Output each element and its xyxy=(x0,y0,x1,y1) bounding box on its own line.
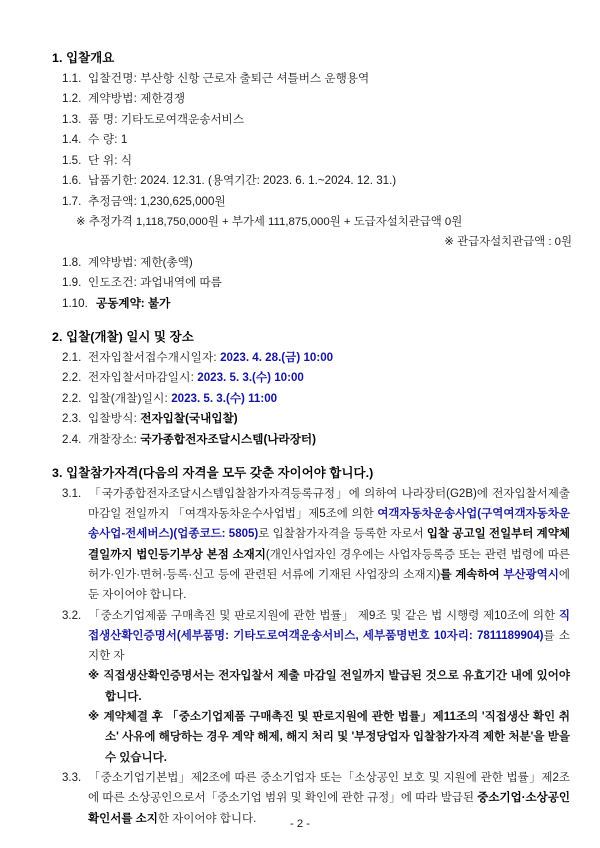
item-2-2a-value: 2023. 5. 3.(수) 10:00 xyxy=(197,371,304,385)
item-1-9-number: 1.9. xyxy=(62,276,82,290)
clause-3-2-number: 3.2. xyxy=(62,609,82,622)
item-1-1 xyxy=(0,69,600,90)
clause-3-2 xyxy=(0,606,600,667)
clause-3-2-text-1: 「중소기업제품 구매촉진 및 판로지원에 관한 법률」 제9조 및 같은 법 시행령 제10조에 의한 xyxy=(88,609,559,622)
section-3-heading: 3. 입찰참가자격(다음의 자격을 모두 갖춘 자이어야 합니다.) xyxy=(52,466,374,481)
item-1-3-value: 기타도로여객운송서비스 xyxy=(120,112,245,126)
clause-3-1-region: 부산광역시 xyxy=(503,569,559,581)
item-1-2-label: 계약방법: xyxy=(88,92,138,105)
item-2-2b xyxy=(0,389,600,410)
page-number: - 2 - xyxy=(290,818,310,830)
item-1-5-value: 식 xyxy=(120,153,133,167)
item-2-3-number: 2.3. xyxy=(62,412,82,426)
clause-3-1-headquarters-emphasis: 입찰 공고일 전일부터 계약체결일까지 법인등기부상 본점 소재지 xyxy=(88,528,570,561)
item-1-9 xyxy=(0,273,600,294)
clause-3-3-text-2: 한 자이어야 합니다. xyxy=(157,812,257,825)
clause-3-3-text-1: 「중소기업기본법」제2조에 따른 중소기업자 또는「소상공인 보호 및 지원에 관한 법률」제2조에 따른 소상공인으로서「중소기업 범위 및 확인에 관한 규정」에 따라 발급된 xyxy=(88,771,570,805)
item-2-2a-label: 전자입찰서마감일시: xyxy=(88,371,195,385)
item-1-5-number: 1.5. xyxy=(62,153,82,167)
item-1-9-label: 인도조건: xyxy=(88,276,138,290)
clause-3-1-text-2: 로 입찰참가자격을 등록한 자로서 xyxy=(258,528,427,541)
item-1-6-number: 1.6. xyxy=(62,174,82,187)
item-1-1-value: 부산항 신항 근로자 출퇴근 셔틀버스 운행용역 xyxy=(140,71,370,85)
item-1-4-label: 수 량: xyxy=(88,133,118,146)
item-1-3 xyxy=(0,110,600,131)
clause-3-3-certificate-emphasis: 중소기업·소상공인 확인서를 소지 xyxy=(88,792,570,825)
item-1-4-number: 1.4. xyxy=(62,133,82,146)
estimated-price-note: ※ 추정가격 1,118,750,000원 + 부가세 111,875,000원 + 도급자설치관급액 0원 xyxy=(76,216,463,228)
section-gap-1 xyxy=(0,314,600,327)
item-1-8-number: 1.8. xyxy=(62,255,82,269)
clause-3-2-product-code: 직접생산확인증명서(세부품명: 기타도로여객운송서비스, 세부품명번호 10자리: 7811189904) xyxy=(88,609,570,642)
item-1-6-value: 2024. 12.31. (용역기간: 2023. 6. 1.~2024. 12. 31.) xyxy=(140,174,397,187)
clause-3-1-number: 3.1. xyxy=(62,487,82,500)
item-1-7-value: 1,230,625,000원 xyxy=(140,194,226,208)
clause-3-2-note-2: ※ 계약체결 후 「중소기업제품 구매촉진 및 판로지원에 관한 법률」제11조의 '직접생산 확인 취소' 사유에 해당하는 경우 계약 해제, 해지 처리 및 '부정당업자 입찰참가자격 제한 처분'을 받을 수 있습니다. xyxy=(88,711,570,764)
section-gap-2 xyxy=(0,450,600,463)
item-1-8 xyxy=(0,253,600,274)
section-3 xyxy=(0,463,600,829)
section-2 xyxy=(0,327,600,450)
top-spacer xyxy=(0,0,600,48)
clause-3-1-text-4: 에 둔 자이어야 합니다. xyxy=(88,569,570,602)
item-2-3 xyxy=(0,409,600,430)
clause-3-1-continuously-emphasis: 를 계속하여 xyxy=(440,569,504,581)
item-2-1-value: 2023. 4. 28.(금) 10:00 xyxy=(220,350,334,364)
item-2-1-number: 2.1. xyxy=(62,350,82,364)
item-1-4 xyxy=(0,130,600,151)
item-2-1-label: 전자입찰서접수개시일자: xyxy=(88,350,217,364)
section-1-heading: 1. 입찰개요 xyxy=(52,51,115,65)
item-1-7 xyxy=(0,192,600,213)
item-2-4-number: 2.4. xyxy=(62,432,82,446)
item-2-4-value: 국가종합전자조달시스템(나라장터) xyxy=(140,432,316,446)
item-1-3-label: 품 명: xyxy=(88,112,118,126)
clause-3-3-number: 3.3. xyxy=(62,771,82,784)
item-1-2-value: 제한경쟁 xyxy=(140,92,186,105)
item-1-1-number: 1.1. xyxy=(62,71,82,85)
item-1-10-value: 불가 xyxy=(147,296,171,310)
clause-3-1-business-code: 여객자동차운송사업(구역여객자동차운송사업-전세버스)(업종코드: 5805) xyxy=(88,508,570,541)
item-1-8-label: 계약방법: xyxy=(88,255,138,269)
clause-3-1 xyxy=(0,484,600,606)
item-1-4-value: 1 xyxy=(120,133,128,146)
government-supply-note: ※ 관급자설치관급액 : 0원 xyxy=(444,236,572,249)
item-2-4 xyxy=(0,430,600,451)
item-2-2a-number: 2.2. xyxy=(62,371,82,385)
section-1 xyxy=(0,48,600,314)
item-1-1-label: 입찰건명: xyxy=(88,71,138,85)
section-2-heading: 2. 입찰(개찰) 일시 및 장소 xyxy=(52,330,194,345)
item-2-3-value: 전자입찰(국내입찰) xyxy=(140,412,238,426)
clause-3-2-text-2: 를 소지한 자 xyxy=(88,629,570,663)
clause-3-1-text-3: (개인사업자인 경우에는 사업자등록증 또는 관련 법령에 따른 허가·인가·면허·등록·신고 등에 관련된 서류에 기재된 사업장의 소재지) xyxy=(88,548,570,581)
item-1-6-label: 납품기한: xyxy=(88,174,138,187)
item-2-3-label: 입찰방식: xyxy=(88,412,138,426)
item-2-2b-number: 2.2. xyxy=(62,391,82,405)
item-1-7-number: 1.7. xyxy=(62,194,82,208)
item-1-9-value: 과업내역에 따름 xyxy=(140,276,222,290)
clause-3-2-note-1: ※ 직접생산확인증명서는 전자입찰서 제출 마감일 전일까지 발급된 것으로 유효기간 내에 있어야 합니다. xyxy=(88,670,570,703)
clause-3-1-text-1: 「국가종합전자조달시스템입찰참가자격등록규정」에 의하여 나라장터(G2B)에 전자입찰서제출 마감일 전일까지 「여객자동차운수사업법」제5조에 의한 xyxy=(88,487,570,521)
item-2-2b-value: 2023. 5. 3.(수) 11:00 xyxy=(171,391,278,405)
item-2-2b-label: 입찰(개찰)일시: xyxy=(88,391,168,405)
item-1-6 xyxy=(0,171,600,192)
item-1-10-number: 1.10. xyxy=(62,296,88,310)
item-2-4-label: 개찰장소: xyxy=(88,432,138,446)
item-1-2 xyxy=(0,89,600,110)
item-2-2a xyxy=(0,368,600,389)
item-2-1 xyxy=(0,348,600,369)
item-1-5 xyxy=(0,151,600,172)
item-1-8-value: 제한(총액) xyxy=(140,255,193,269)
item-1-10 xyxy=(0,294,600,315)
item-1-5-label: 단 위: xyxy=(88,153,118,167)
item-1-10-label: 공동계약: xyxy=(96,296,145,310)
item-1-7-label: 추정금액: xyxy=(88,194,138,208)
item-1-3-number: 1.3. xyxy=(62,112,82,126)
item-1-2-number: 1.2. xyxy=(62,92,82,105)
